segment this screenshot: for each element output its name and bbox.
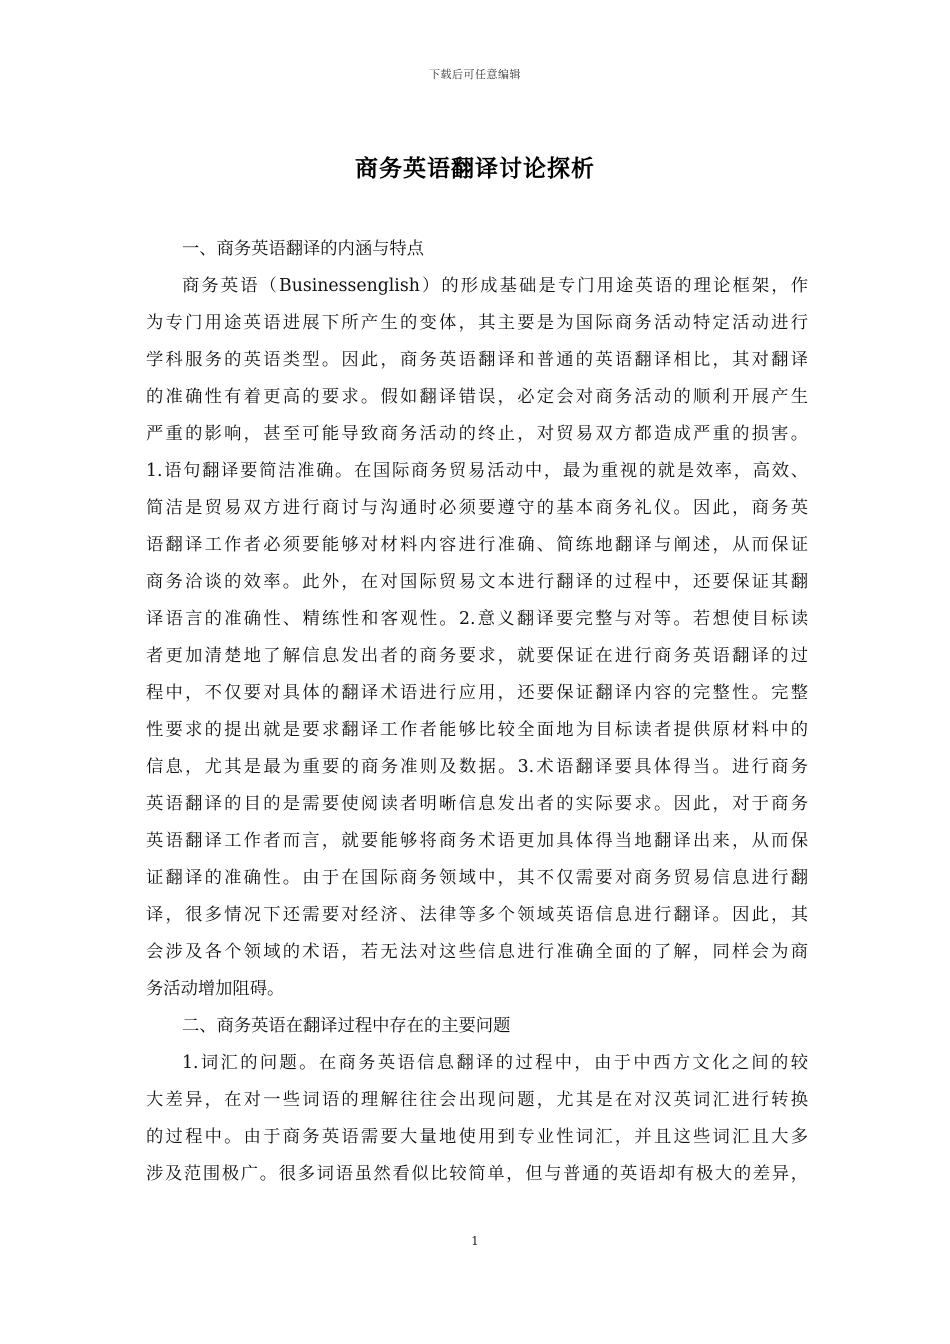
header-note: 下载后可任意编辑	[429, 68, 521, 81]
paragraph-line: 英语翻译的目的是需要使阅读者明晰信息发出者的实际要求。因此，对于商务	[146, 794, 808, 814]
paragraph-line: 为专门用途英语进展下所产生的变体，其主要是为国际商务活动特定活动进行	[146, 313, 808, 333]
paragraph-line: 商务英语（Businessenglish）的形成基础是专门用途英语的理论框架，作	[182, 276, 808, 296]
paragraph-line-last: 务活动增加阻碍。	[146, 979, 285, 999]
paragraph-line: 1.词汇的问题。在商务英语信息翻译的过程中，由于中西方文化之间的较	[182, 1053, 808, 1073]
section-heading-2: 二、商务英语在翻译过程中存在的主要问题	[182, 1016, 511, 1036]
paragraph-line: 学科服务的英语类型。因此，商务英语翻译和普通的英语翻译相比，其对翻译	[146, 350, 808, 370]
paragraph-line: 严重的影响，甚至可能导致商务活动的终止，对贸易双方都造成严重的损害。	[146, 424, 808, 444]
paragraph-line: 英语翻译工作者而言，就要能够将商务术语更加具体得当地翻译出来，从而保	[146, 831, 808, 851]
paragraph-line: 涉及范围极广。很多词语虽然看似比较简单，但与普通的英语却有极大的差异，	[146, 1164, 808, 1184]
paragraph-line: 性要求的提出就是要求翻译工作者能够比较全面地为目标读者提供原材料中的	[146, 720, 808, 740]
paragraph-line: 的准确性有着更高的要求。假如翻译错误，必定会对商务活动的顺利开展产生	[146, 387, 808, 407]
paragraph-line: 译语言的准确性、精练性和客观性。2.意义翻译要完整与对等。若想使目标读	[146, 609, 808, 629]
paragraph-line: 会涉及各个领域的术语，若无法对这些信息进行准确全面的了解，同样会为商	[146, 942, 808, 962]
paragraph-line: 1.语句翻译要简洁准确。在国际商务贸易活动中，最为重视的就是效率，高效、	[146, 461, 808, 481]
page-number: 1	[471, 1234, 479, 1248]
paragraph-line: 信息，尤其是最为重要的商务准则及数据。3.术语翻译要具体得当。进行商务	[146, 757, 808, 777]
body-text	[146, 231, 808, 1193]
paragraph-line: 译，很多情况下还需要对经济、法律等多个领域英语信息进行翻译。因此，其	[146, 905, 808, 925]
paragraph-line: 证翻译的准确性。由于在国际商务领域中，其不仅需要对商务贸易信息进行翻	[146, 868, 808, 888]
section-heading-1: 一、商务英语翻译的内涵与特点	[182, 239, 424, 259]
paragraph-line: 者更加清楚地了解信息发出者的商务要求，就要保证在进行商务英语翻译的过	[146, 646, 808, 666]
paragraph-line: 程中，不仅要对具体的翻译术语进行应用，还要保证翻译内容的完整性。完整	[146, 683, 808, 703]
paragraph-line: 商务洽谈的效率。此外，在对国际贸易文本进行翻译的过程中，还要保证其翻	[146, 572, 808, 592]
paragraph-line: 大差异，在对一些词语的理解往往会出现问题，尤其是在对汉英词汇进行转换	[146, 1090, 808, 1110]
paragraph-line: 语翻译工作者必须要能够对材料内容进行准确、简练地翻译与阐述，从而保证	[146, 535, 808, 555]
paragraph-line: 简洁是贸易双方进行商讨与沟通时必须要遵守的基本商务礼仪。因此，商务英	[146, 498, 808, 518]
paragraph-line: 的过程中。由于商务英语需要大量地使用到专业性词汇，并且这些词汇且大多	[146, 1127, 808, 1147]
document-title: 商务英语翻译讨论探析	[355, 155, 595, 182]
